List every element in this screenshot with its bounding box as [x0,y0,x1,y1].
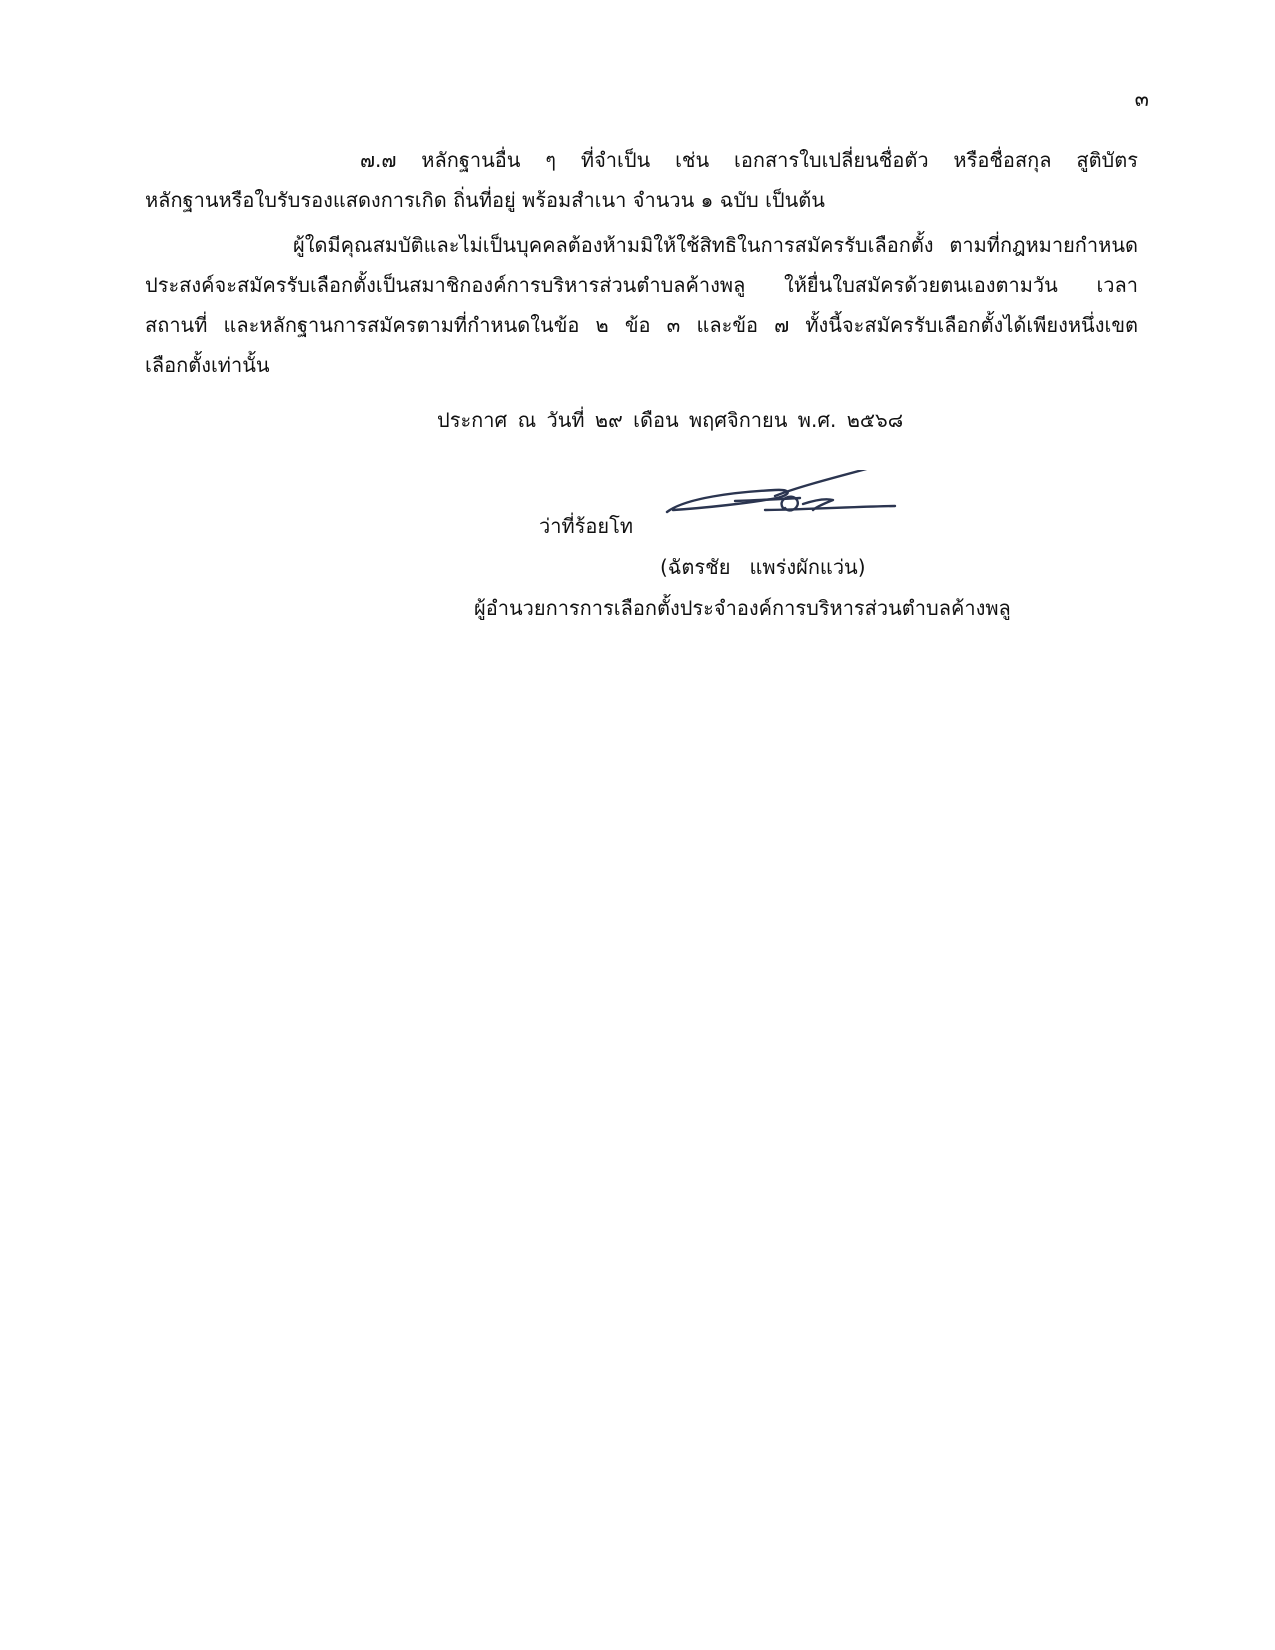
paragraph-line: หลักฐานหรือใบรับรองแสดงการเกิด ถิ่นที่อยู่ พร้อมสำเนา จำนวน ๑ ฉบับ เป็นต้น [145,188,825,212]
paragraph-line: ๗.๗ หลักฐานอื่น ๆ ที่จำเป็น เช่น เอกสารใบเปลี่ยนชื่อตัว หรือชื่อสกุล สูติบัตร [360,148,1138,172]
signer-rank: ว่าที่ร้อยโท [539,514,634,538]
signer-position: ผู้อำนวยการการเลือกตั้งประจำองค์การบริหารส่วนตำบลค้างพลู [474,596,1011,620]
paragraph-line: สถานที่ และหลักฐานการสมัครตามที่กำหนดในข้อ ๒ ข้อ ๓ และข้อ ๗ ทั้งนี้จะสมัครรับเลือกตั้งได้เพียงหนึ่งเขต [145,313,1138,337]
paragraph-evidence-7-7 [145,140,1138,220]
paragraph-line: ผู้ใดมีคุณสมบัติและไม่เป็นบุคคลต้องห้ามมิให้ใช้สิทธิในการสมัครรับเลือกตั้ง ตามที่กฎหมายกำหนด [293,233,1138,257]
signer-name: (ฉัตรชัย แพร่งผักแว่น) [660,555,866,579]
handwritten-signature [665,470,915,540]
paragraph-line: ประสงค์จะสมัครรับเลือกตั้งเป็นสมาชิกองค์การบริหารส่วนตำบลค้างพลู ให้ยื่นใบสมัครด้วยตนเองตามวัน เวลา [145,273,1138,297]
page-number: ๓ [1134,87,1149,111]
paragraph-line: เลือกตั้งเท่านั้น [145,353,270,377]
announcement-date: ประกาศ ณ วันที่ ๒๙ เดือน พฤศจิกายน พ.ศ. ๒๕๖๘ [437,408,904,432]
paragraph-eligibility [145,225,1138,385]
